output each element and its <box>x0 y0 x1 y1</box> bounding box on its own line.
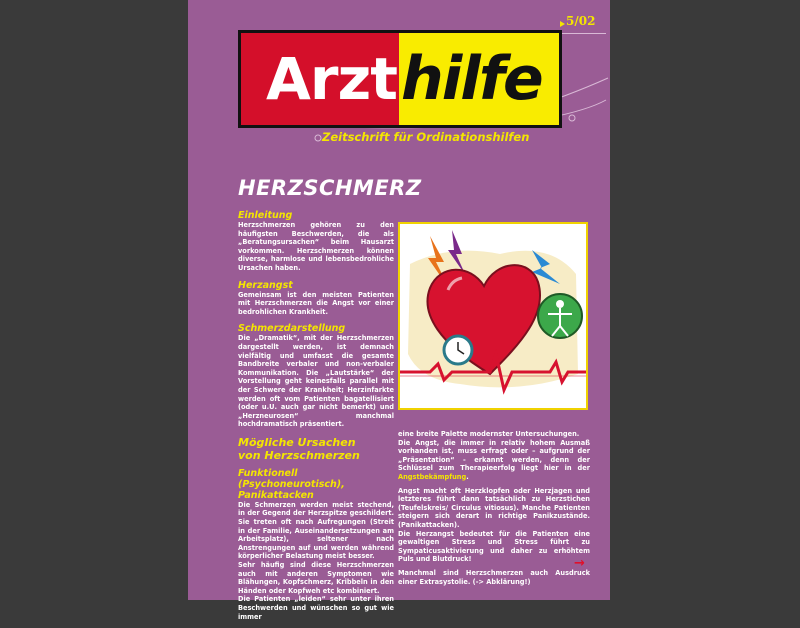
subsection-text-3: Die Patienten „leiden“ sehr unter ihren Beschwerden und wünschen so gut wie immer <box>238 595 394 621</box>
logo-text-arzt: Arzt <box>266 45 397 113</box>
subsection-heading <box>238 468 394 501</box>
magazine-subtitle: Zeitschrift für Ordinationshilfen <box>322 130 530 144</box>
subsection-text-2: Sehr häufig sind diese Herzschmerzen auch mit anderen Symptomen wie Blähungen, Kopfschmerz, Kribbeln in den Händen oder Kopfweh etc kombiniert. <box>238 561 394 595</box>
right-text-5: Manchmal sind Herzschmerzen auch Ausdruck einer Extrasystolie. (-> Abklärung!) <box>398 568 590 586</box>
major-heading <box>238 436 394 462</box>
subsection-heading-line1: Funktionell (Psychoneurotisch), <box>238 467 345 490</box>
right-text-3: Angst macht oft Herzklopfen oder Herzjagen und letzteres führt dann tatsächlich zu Herzstichen (Teufelskreis/ Circulus vitiosus). Manche Patienten steigern sich derart in richtige Panikzustände. (Panikattacken). <box>398 486 590 529</box>
major-heading-line2: von Herzschmerzen <box>238 448 360 462</box>
magazine-page <box>188 0 610 621</box>
major-heading-line1: Mögliche Ursachen <box>238 435 356 449</box>
right-column <box>398 430 590 591</box>
link-angstbekaempfung[interactable]: Angstbekämpfung <box>398 472 467 481</box>
subsection-heading-line2: Panikattacken <box>238 489 314 501</box>
right-text-2-after: . <box>466 472 469 481</box>
logo <box>238 30 562 128</box>
section-text-herzangst: Gemeinsam ist den meisten Patienten mit Herzschmerzen die Angst vor einer bedrohlichen Krankheit. <box>238 290 394 316</box>
right-text-2 <box>398 439 590 482</box>
section-text-schmerzdarstellung: Die „Dramatik“, mit der Herzschmerzen dargestellt werden, ist demnach vielfältig und umfasst die gesamte Bandbreite verbaler und non-verbaler Kommunikation. Die „Lautstärke“ der Vorstellung geht keinesfalls parallel mit der Schwere der Krankheit; Herzinfarkte werden oft vom Patienten bagatellisiert (oder u.U. auch gar nicht bemerkt) und „Herzneurosen“ manchmal hochdramatisch präsentiert. <box>238 334 394 429</box>
next-page-arrow-icon[interactable]: → <box>574 556 585 571</box>
logo-yellow-block <box>399 33 559 125</box>
section-heading-herzangst: Herzangst <box>238 279 293 291</box>
heart-illustration <box>398 222 588 410</box>
section-heading-schmerzdarstellung: Schmerzdarstellung <box>238 323 346 335</box>
right-text-1: eine breite Palette modernster Untersuchungen. <box>398 430 580 438</box>
subsection-text-1: Die Schmerzen werden meist stechend, in der Gegend der Herzspitze geschildert. Sie treten oft nach Aufregungen (Streit in der Familie, Auseinandersetzungen am Arbeitsplatz), seltener nach Anstrengungen auf und werden während körperlicher Belastung meist besser. <box>238 500 394 561</box>
right-text-4: Die Herzangst bedeutet für die Patienten eine gewaltigen Stress und Stress führt zu Sympaticusaktivierung und daher zu erhöhtem Puls und Blutdruck! <box>398 529 590 564</box>
section-heading-einleitung: Einleitung <box>238 210 293 221</box>
left-column <box>238 210 394 628</box>
section-text-einleitung: Herzschmerzen gehören zu den häufigsten Beschwerden, die als „Beratungsursachen“ beim Hausarzt vorkommen. Herzschmerzen können diverse, harmlose und lebensbedrohliche Ursachen haben. <box>238 221 394 272</box>
article-title: HERZSCHMERZ <box>238 176 422 200</box>
logo-text-hilfe: hilfe <box>401 44 542 114</box>
logo-red-block <box>241 33 399 125</box>
right-text-2-before: Die Angst, die immer in relativ hohem Ausmaß vorhanden ist, muss erfragt oder – aufgrund der „Präsentation“ - erkannt werden, denn der Schlüssel zum Therapieerfolg liegt hier in der <box>398 438 590 473</box>
issue-number: 5/02 <box>566 14 596 28</box>
